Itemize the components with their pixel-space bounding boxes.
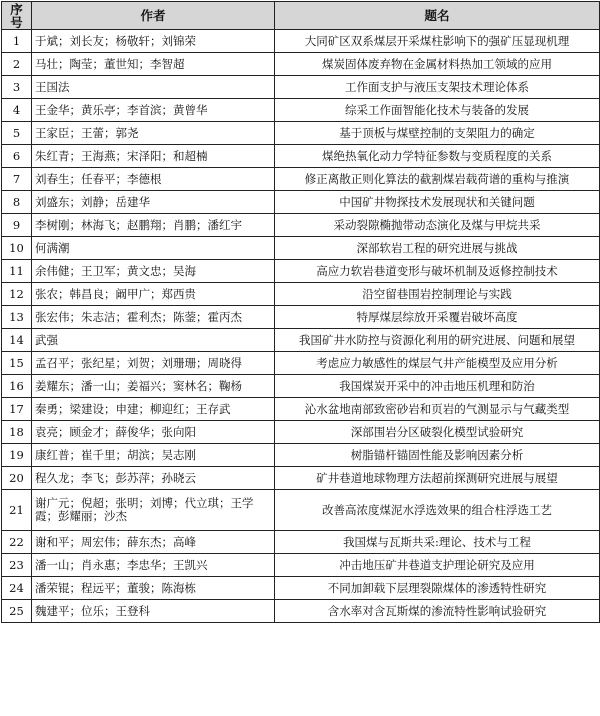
header-title: 题名 bbox=[275, 2, 600, 30]
row-authors: 何满潮 bbox=[32, 237, 275, 260]
row-title: 沁水盆地南部致密砂岩和页岩的气测显示与气藏类型 bbox=[275, 398, 600, 421]
row-title: 深部软岩工程的研究进展与挑战 bbox=[275, 237, 600, 260]
row-authors: 张宏伟；朱志洁；霍利杰；陈蓥；霍丙杰 bbox=[32, 306, 275, 329]
row-title: 综采工作面智能化技术与装备的发展 bbox=[275, 99, 600, 122]
row-index: 25 bbox=[2, 600, 32, 623]
row-title: 煤绝热氧化动力学特征参数与变质程度的关系 bbox=[275, 145, 600, 168]
table-row bbox=[2, 398, 600, 421]
table-row bbox=[2, 30, 600, 53]
row-index: 20 bbox=[2, 467, 32, 490]
row-title: 不同加卸载下层理裂隙煤体的渗透特性研究 bbox=[275, 577, 600, 600]
row-title: 树脂锚杆锚固性能及影响因素分析 bbox=[275, 444, 600, 467]
row-title: 大同矿区双系煤层开采煤柱影响下的强矿压显现机理 bbox=[275, 30, 600, 53]
row-authors: 刘春生；任春平；李德根 bbox=[32, 168, 275, 191]
row-index: 14 bbox=[2, 329, 32, 352]
row-authors: 魏建平；位乐；王登科 bbox=[32, 600, 275, 623]
row-index: 19 bbox=[2, 444, 32, 467]
row-index: 7 bbox=[2, 168, 32, 191]
row-index: 10 bbox=[2, 237, 32, 260]
table-row bbox=[2, 260, 600, 283]
row-authors: 潘一山；肖永惠；李忠华；王凯兴 bbox=[32, 554, 275, 577]
table-row bbox=[2, 53, 600, 76]
row-title: 矿井巷道地球物理方法超前探测研究进展与展望 bbox=[275, 467, 600, 490]
table-row bbox=[2, 99, 600, 122]
row-authors: 马壮；陶莹；董世知；李智超 bbox=[32, 53, 275, 76]
row-title: 采动裂隙椭抛带动态演化及煤与甲烷共采 bbox=[275, 214, 600, 237]
row-index: 6 bbox=[2, 145, 32, 168]
row-index: 13 bbox=[2, 306, 32, 329]
row-title: 修正离散正则化算法的截割煤岩载荷谱的重构与推演 bbox=[275, 168, 600, 191]
row-title: 高应力软岩巷道变形与破坏机制及返修控制技术 bbox=[275, 260, 600, 283]
row-authors: 程久龙；李飞；彭苏萍；孙晓云 bbox=[32, 467, 275, 490]
row-index: 5 bbox=[2, 122, 32, 145]
header-index: 序号 bbox=[2, 2, 32, 30]
row-authors: 潘荣锟；程远平；董骏；陈海栋 bbox=[32, 577, 275, 600]
table-row bbox=[2, 352, 600, 375]
row-authors: 秦勇；梁建设；申建；柳迎红；王存武 bbox=[32, 398, 275, 421]
table-row bbox=[2, 421, 600, 444]
table-row bbox=[2, 490, 600, 531]
row-index: 1 bbox=[2, 30, 32, 53]
table-row bbox=[2, 237, 600, 260]
table-row bbox=[2, 283, 600, 306]
row-authors: 张农；韩昌良；阚甲广；郑西贵 bbox=[32, 283, 275, 306]
papers-table bbox=[1, 1, 600, 623]
row-index: 9 bbox=[2, 214, 32, 237]
row-title: 煤炭固体废弃物在金属材料热加工领域的应用 bbox=[275, 53, 600, 76]
row-index: 17 bbox=[2, 398, 32, 421]
row-title: 深部围岩分区破裂化模型试验研究 bbox=[275, 421, 600, 444]
row-authors: 于斌；刘长友；杨敬轩；刘锦荣 bbox=[32, 30, 275, 53]
row-index: 21 bbox=[2, 490, 32, 531]
table-row bbox=[2, 554, 600, 577]
row-title: 我国煤与瓦斯共采:理论、技术与工程 bbox=[275, 531, 600, 554]
row-title: 我国煤炭开采中的冲击地压机理和防治 bbox=[275, 375, 600, 398]
row-authors: 刘盛东；刘静；岳建华 bbox=[32, 191, 275, 214]
row-title: 沿空留巷围岩控制理论与实践 bbox=[275, 283, 600, 306]
row-index: 2 bbox=[2, 53, 32, 76]
row-index: 8 bbox=[2, 191, 32, 214]
row-title: 改善高浓度煤泥水浮选效果的组合柱浮选工艺 bbox=[275, 490, 600, 531]
row-index: 22 bbox=[2, 531, 32, 554]
row-index: 16 bbox=[2, 375, 32, 398]
row-title: 冲击地压矿井巷道支护理论研究及应用 bbox=[275, 554, 600, 577]
table-row bbox=[2, 191, 600, 214]
table-row bbox=[2, 375, 600, 398]
table-row bbox=[2, 329, 600, 352]
row-authors: 康红普；崔千里；胡滨；吴志刚 bbox=[32, 444, 275, 467]
table-row bbox=[2, 76, 600, 99]
table-row bbox=[2, 444, 600, 467]
table-row bbox=[2, 531, 600, 554]
table-row bbox=[2, 122, 600, 145]
row-index: 24 bbox=[2, 577, 32, 600]
row-authors: 余伟健；王卫军；黄文忠；吴海 bbox=[32, 260, 275, 283]
table-row bbox=[2, 168, 600, 191]
row-title: 我国矿井水防控与资源化利用的研究进展、问题和展望 bbox=[275, 329, 600, 352]
row-title: 含水率对含瓦斯煤的渗流特性影响试验研究 bbox=[275, 600, 600, 623]
header-row bbox=[2, 2, 600, 30]
row-authors: 孟召平；张纪星；刘贺；刘珊珊；周晓得 bbox=[32, 352, 275, 375]
row-authors: 武强 bbox=[32, 329, 275, 352]
row-index: 11 bbox=[2, 260, 32, 283]
table-row bbox=[2, 214, 600, 237]
row-title: 特厚煤层综放开采覆岩破坏高度 bbox=[275, 306, 600, 329]
table-row bbox=[2, 600, 600, 623]
row-index: 18 bbox=[2, 421, 32, 444]
row-index: 3 bbox=[2, 76, 32, 99]
row-authors: 姜耀东；潘一山；姜福兴；窦林名；鞠杨 bbox=[32, 375, 275, 398]
row-authors: 谢广元；倪超；张明；刘博；代立琪；王学霞；彭耀丽；沙杰 bbox=[32, 490, 275, 531]
row-authors: 王国法 bbox=[32, 76, 275, 99]
table-row bbox=[2, 467, 600, 490]
row-index: 4 bbox=[2, 99, 32, 122]
row-index: 23 bbox=[2, 554, 32, 577]
row-title: 考虑应力敏感性的煤层气井产能模型及应用分析 bbox=[275, 352, 600, 375]
header-authors: 作者 bbox=[32, 2, 275, 30]
row-authors: 李树刚；林海飞；赵鹏翔；肖鹏；潘红宇 bbox=[32, 214, 275, 237]
table-row bbox=[2, 145, 600, 168]
row-title: 中国矿井物探技术发展现状和关键问题 bbox=[275, 191, 600, 214]
row-title: 工作面支护与液压支架技术理论体系 bbox=[275, 76, 600, 99]
row-index: 15 bbox=[2, 352, 32, 375]
row-authors: 王金华；黄乐亭；李首滨；黄曾华 bbox=[32, 99, 275, 122]
table-row bbox=[2, 306, 600, 329]
row-authors: 王家臣；王蕾；郭尧 bbox=[32, 122, 275, 145]
row-authors: 朱红青；王海燕；宋泽阳；和超楠 bbox=[32, 145, 275, 168]
row-index: 12 bbox=[2, 283, 32, 306]
row-authors: 袁亮；顾金才；薛俊华；张向阳 bbox=[32, 421, 275, 444]
table-row bbox=[2, 577, 600, 600]
row-authors: 谢和平；周宏伟；薛东杰；高峰 bbox=[32, 531, 275, 554]
row-title: 基于顶板与煤壁控制的支架阻力的确定 bbox=[275, 122, 600, 145]
